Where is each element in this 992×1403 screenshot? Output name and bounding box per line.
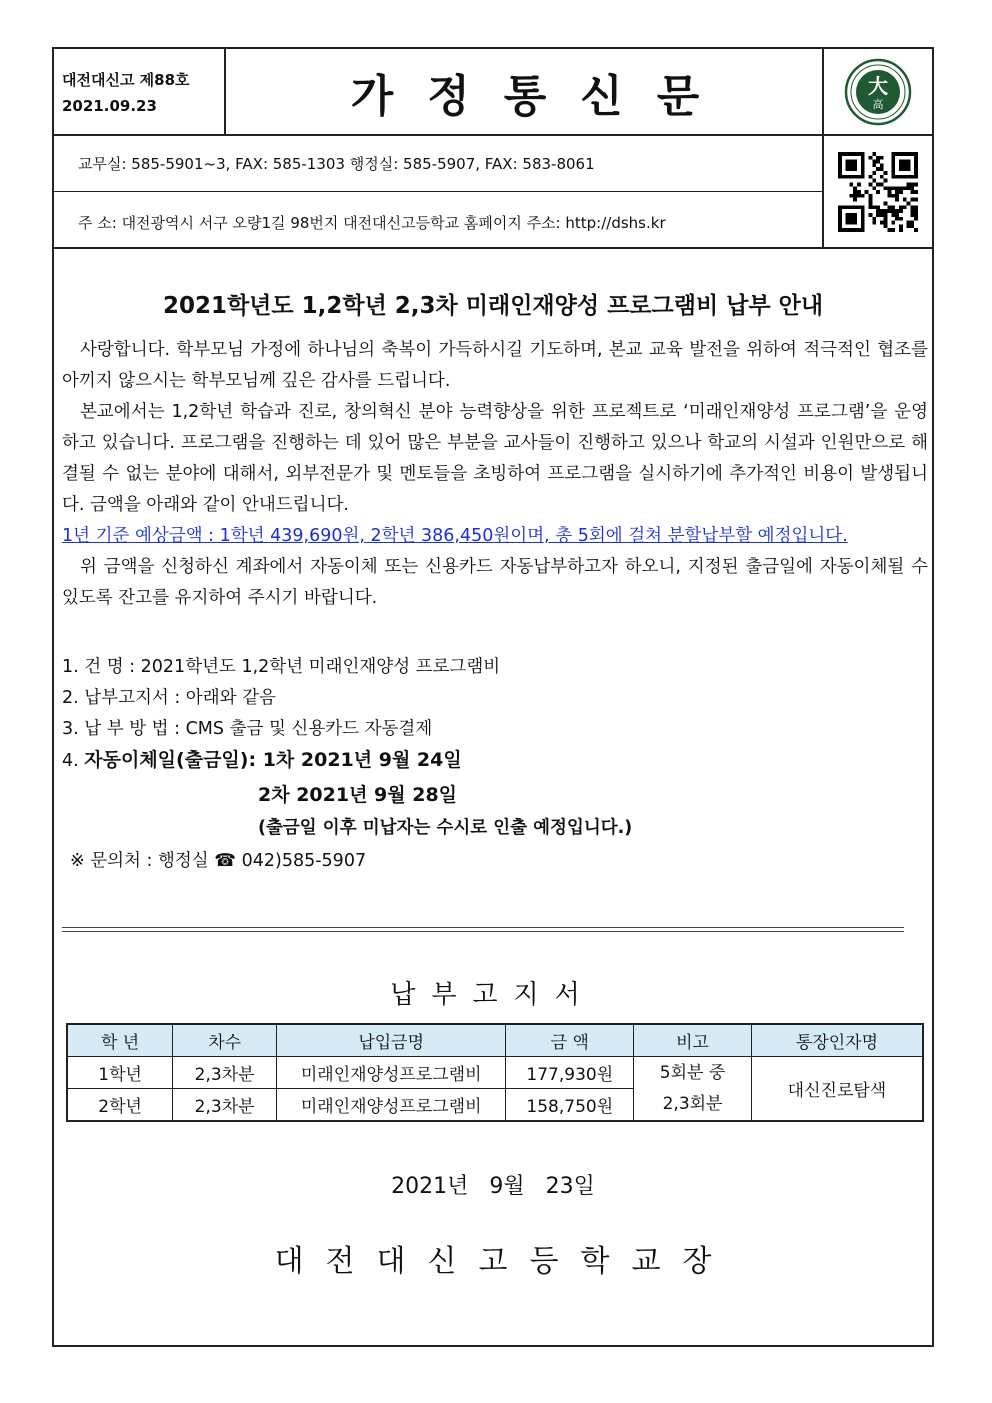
table-row [67,1057,923,1089]
item-bill: 2. 납부고지서 : 아래와 같음 [62,688,276,708]
newsletter-title-box [226,49,824,136]
col-installment: 차수 [173,1024,277,1057]
paragraph-greeting: 사랑합니다. 학부모님 가정에 하나님의 축복이 가득하시길 기도하며, 본교 교육 발전을 위하여 적극적인 협조를 아끼지 않으시는 학부모님께 깊은 감사를 드립니다. [62,340,928,391]
item-debit-label: 자동이체일(출금일): [84,749,263,771]
notice-amount: 1년 기준 예상금액 : 1학년 439,690원, 2학년 386,450원이며, 총 5회에 걸쳐 분할납부할 예정입니다. [62,526,848,546]
emblem-main-char: 大 [868,73,888,98]
issue-number: 대전대신고 제88호 [62,71,190,89]
item-debit-date [62,745,928,777]
col-grade: 학 년 [67,1024,173,1057]
bill-title: 납부고지서 [390,980,596,1010]
cell-payment-name: 미래인재양성프로그램비 [277,1057,506,1089]
paragraph-payment: 위 금액을 신청하신 계좌에서 자동이체 또는 신용카드 자동납부하고자 하오니, 지정된 출금일에 자동이체될 수 있도록 잔고를 유지하여 주시기 바랍니다. [62,557,928,608]
debit-date-first: 1차 2021년 9월 24일 [262,749,462,771]
school-emblem-icon [843,57,913,127]
section-divider [62,927,904,932]
item-debit-number: 4. [62,751,85,771]
col-account-name: 통장인자명 [751,1024,923,1057]
cell-amount: 158,750원 [506,1089,634,1122]
newsletter-frame [52,47,934,1347]
item-subject: 1. 건 명 : 2021학년도 1,2학년 미래인재양성 프로그램비 [62,657,501,677]
address-info: 주 소: 대전광역시 서구 오량1길 98번지 대전대신고등학교 홈페이지 주소: http://dshs.kr [78,214,666,232]
item-list [62,652,928,877]
col-remark: 비고 [634,1024,752,1057]
document-title: 2021학년도 1,2학년 2,3차 미래인재양성 프로그램비 납부 안내 [162,293,824,319]
principal-signature: 대전대신고등학교장 [274,1244,734,1279]
cell-account-name: 대신진로탐색 [751,1057,923,1122]
inquiry-contact: ※ 문의처 : 행정실 ☎ 042)585-5907 [70,851,367,871]
footer-date: 2021년 9월 23일 [391,1174,595,1199]
school-logo [822,49,932,136]
emblem-sub-char: 高 [872,97,884,111]
newsletter-title: 가정통신문 [350,70,734,122]
debit-note: (출금일 이후 미납자는 수시로 인출 예정입니다.) [258,818,633,838]
item-method: 3. 납 부 방 법 : CMS 출금 및 신용카드 자동결제 [62,719,433,739]
header [54,49,932,249]
issue-info [54,49,226,136]
cell-remark [634,1057,752,1122]
cell-payment-name: 미래인재양성프로그램비 [277,1089,506,1122]
col-payment-name: 납입금명 [277,1024,506,1057]
remark-line-1: 5회분 중 [659,1062,726,1083]
cell-installment: 2,3차분 [173,1057,277,1089]
bill-table [66,1023,924,1122]
cell-grade: 1학년 [67,1057,173,1089]
cell-installment: 2,3차분 [173,1089,277,1122]
debit-date-second: 2차 2021년 9월 28일 [258,784,458,806]
cell-grade: 2학년 [67,1089,173,1122]
cell-amount: 177,930원 [506,1057,634,1089]
col-amount: 금 액 [506,1024,634,1057]
remark-line-2: 2,3회분 [662,1093,723,1114]
document-body [62,335,928,614]
issue-date: 2021.09.23 [62,97,157,115]
contact-info: 교무실: 585-5901~3, FAX: 585-1303 행정실: 585-5907, FAX: 583-8061 [54,136,824,192]
qr-code[interactable] [822,136,932,247]
qr-code-icon [838,152,918,232]
paragraph-program: 본교에서는 1,2학년 학습과 진로, 창의혁신 분야 능력향상을 위한 프로젝트로 ‘미래인재양성 프로그램’을 운영하고 있습니다. 프로그램을 진행하는 데 있어 많은 부분을 교사들이 진행하고 있으나 학교의 시설과 인원만으로 해결될 수 없는 분야에 대해서, 외부전문가 및 멘토들을 초빙하여 프로그램을 실시하기에 추가적인 비용이 발생됩니다. 금액을 아래와 같이 안내드립니다. [62,402,928,515]
bill-table-header [67,1024,923,1057]
header-divider [54,247,932,249]
